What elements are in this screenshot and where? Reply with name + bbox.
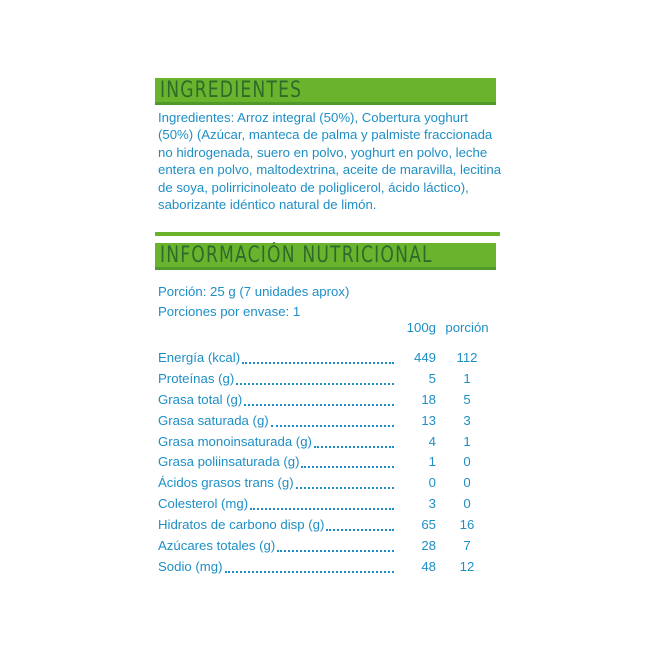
value-portion: 1 bbox=[463, 433, 471, 449]
value-100g: 1 bbox=[428, 454, 436, 470]
value-portion: 0 bbox=[463, 496, 471, 512]
nutrition-row bbox=[158, 369, 498, 390]
value-100g: 4 bbox=[428, 433, 436, 449]
servings-per-container: Porciones por envase: 1 bbox=[158, 304, 301, 319]
value-portion: 12 bbox=[459, 558, 475, 574]
dot-leader bbox=[296, 479, 394, 489]
dot-leader bbox=[242, 354, 394, 364]
nutrient-label: Energía (kcal) bbox=[158, 350, 241, 365]
value-portion: 1 bbox=[463, 370, 471, 386]
value-100g: 48 bbox=[421, 558, 436, 574]
nutrition-row bbox=[158, 390, 498, 411]
dot-leader bbox=[314, 438, 394, 448]
nutrient-label: Grasa saturada (g) bbox=[158, 412, 269, 428]
nutrition-row bbox=[158, 473, 498, 494]
ingredients-text: Ingredientes: Arroz integral (50%), Cobertura yoghurt (50%) (Azúcar, manteca de palma y palmiste fraccionada no hidrogenada, suero en polvo, yoghurt en polvo, leche entera en polvo, maltodextrina, aceite de maravilla, lecitina de soya, polirricinoleato de poliglicerol, ácido láctico), saborizante idéntico natural de limón. bbox=[158, 110, 502, 213]
value-100g: 13 bbox=[421, 412, 436, 428]
dot-leader bbox=[250, 500, 394, 510]
value-100g: 449 bbox=[413, 350, 436, 365]
nutrition-row bbox=[158, 452, 498, 473]
dot-leader bbox=[244, 396, 394, 406]
nutrition-row bbox=[158, 411, 498, 432]
value-100g: 5 bbox=[428, 370, 436, 386]
dot-leader bbox=[271, 417, 394, 427]
value-100g: 65 bbox=[421, 517, 436, 533]
value-portion: 112 bbox=[456, 350, 478, 365]
value-portion: 0 bbox=[463, 454, 471, 470]
dot-leader bbox=[326, 521, 394, 531]
nutrition-row bbox=[158, 432, 498, 453]
nutrient-label: Grasa total (g) bbox=[158, 391, 243, 407]
nutrition-row bbox=[158, 348, 498, 369]
nutrition-table bbox=[158, 348, 498, 578]
portion-size: Porción: 25 g (7 unidades aprox) bbox=[158, 284, 350, 299]
value-portion: 0 bbox=[463, 475, 471, 491]
dot-leader bbox=[277, 542, 394, 552]
nutrient-label: Grasa monoinsaturada (g) bbox=[158, 433, 312, 449]
nutrient-label: Sodio (mg) bbox=[158, 558, 223, 574]
nutrient-label: Ácidos grasos trans (g) bbox=[158, 475, 294, 491]
column-header-100g: 100g bbox=[406, 320, 436, 335]
nutrient-label: Azúcares totales (g) bbox=[158, 538, 276, 554]
nutrition-header-banner bbox=[155, 243, 496, 270]
dot-leader bbox=[236, 375, 394, 385]
dot-leader bbox=[225, 563, 394, 573]
value-100g: 18 bbox=[421, 391, 436, 407]
nutrient-label: Hidratos de carbono disp (g) bbox=[158, 517, 325, 533]
nutrient-label: Colesterol (mg) bbox=[158, 496, 249, 512]
value-portion: 5 bbox=[463, 391, 471, 407]
ingredients-header-banner bbox=[155, 78, 496, 105]
section-divider bbox=[155, 232, 500, 236]
value-portion: 7 bbox=[463, 538, 471, 554]
nutrition-row bbox=[158, 494, 498, 515]
ingredients-heading: INGREDIENTES bbox=[160, 78, 303, 103]
nutrition-row bbox=[158, 515, 498, 536]
value-portion: 16 bbox=[459, 517, 475, 533]
nutrition-heading: INFORMACIÓN NUTRICIONAL bbox=[160, 243, 433, 268]
value-100g: 0 bbox=[428, 475, 436, 491]
nutrient-label: Proteínas (g) bbox=[158, 370, 235, 386]
value-portion: 3 bbox=[463, 412, 471, 428]
nutrition-row bbox=[158, 557, 498, 578]
value-100g: 28 bbox=[421, 538, 436, 554]
nutrition-row bbox=[158, 536, 498, 557]
dot-leader bbox=[301, 458, 394, 468]
nutrient-label: Grasa poliinsaturada (g) bbox=[158, 454, 300, 470]
value-100g: 3 bbox=[428, 496, 436, 512]
column-header-portion: porción bbox=[445, 320, 489, 335]
